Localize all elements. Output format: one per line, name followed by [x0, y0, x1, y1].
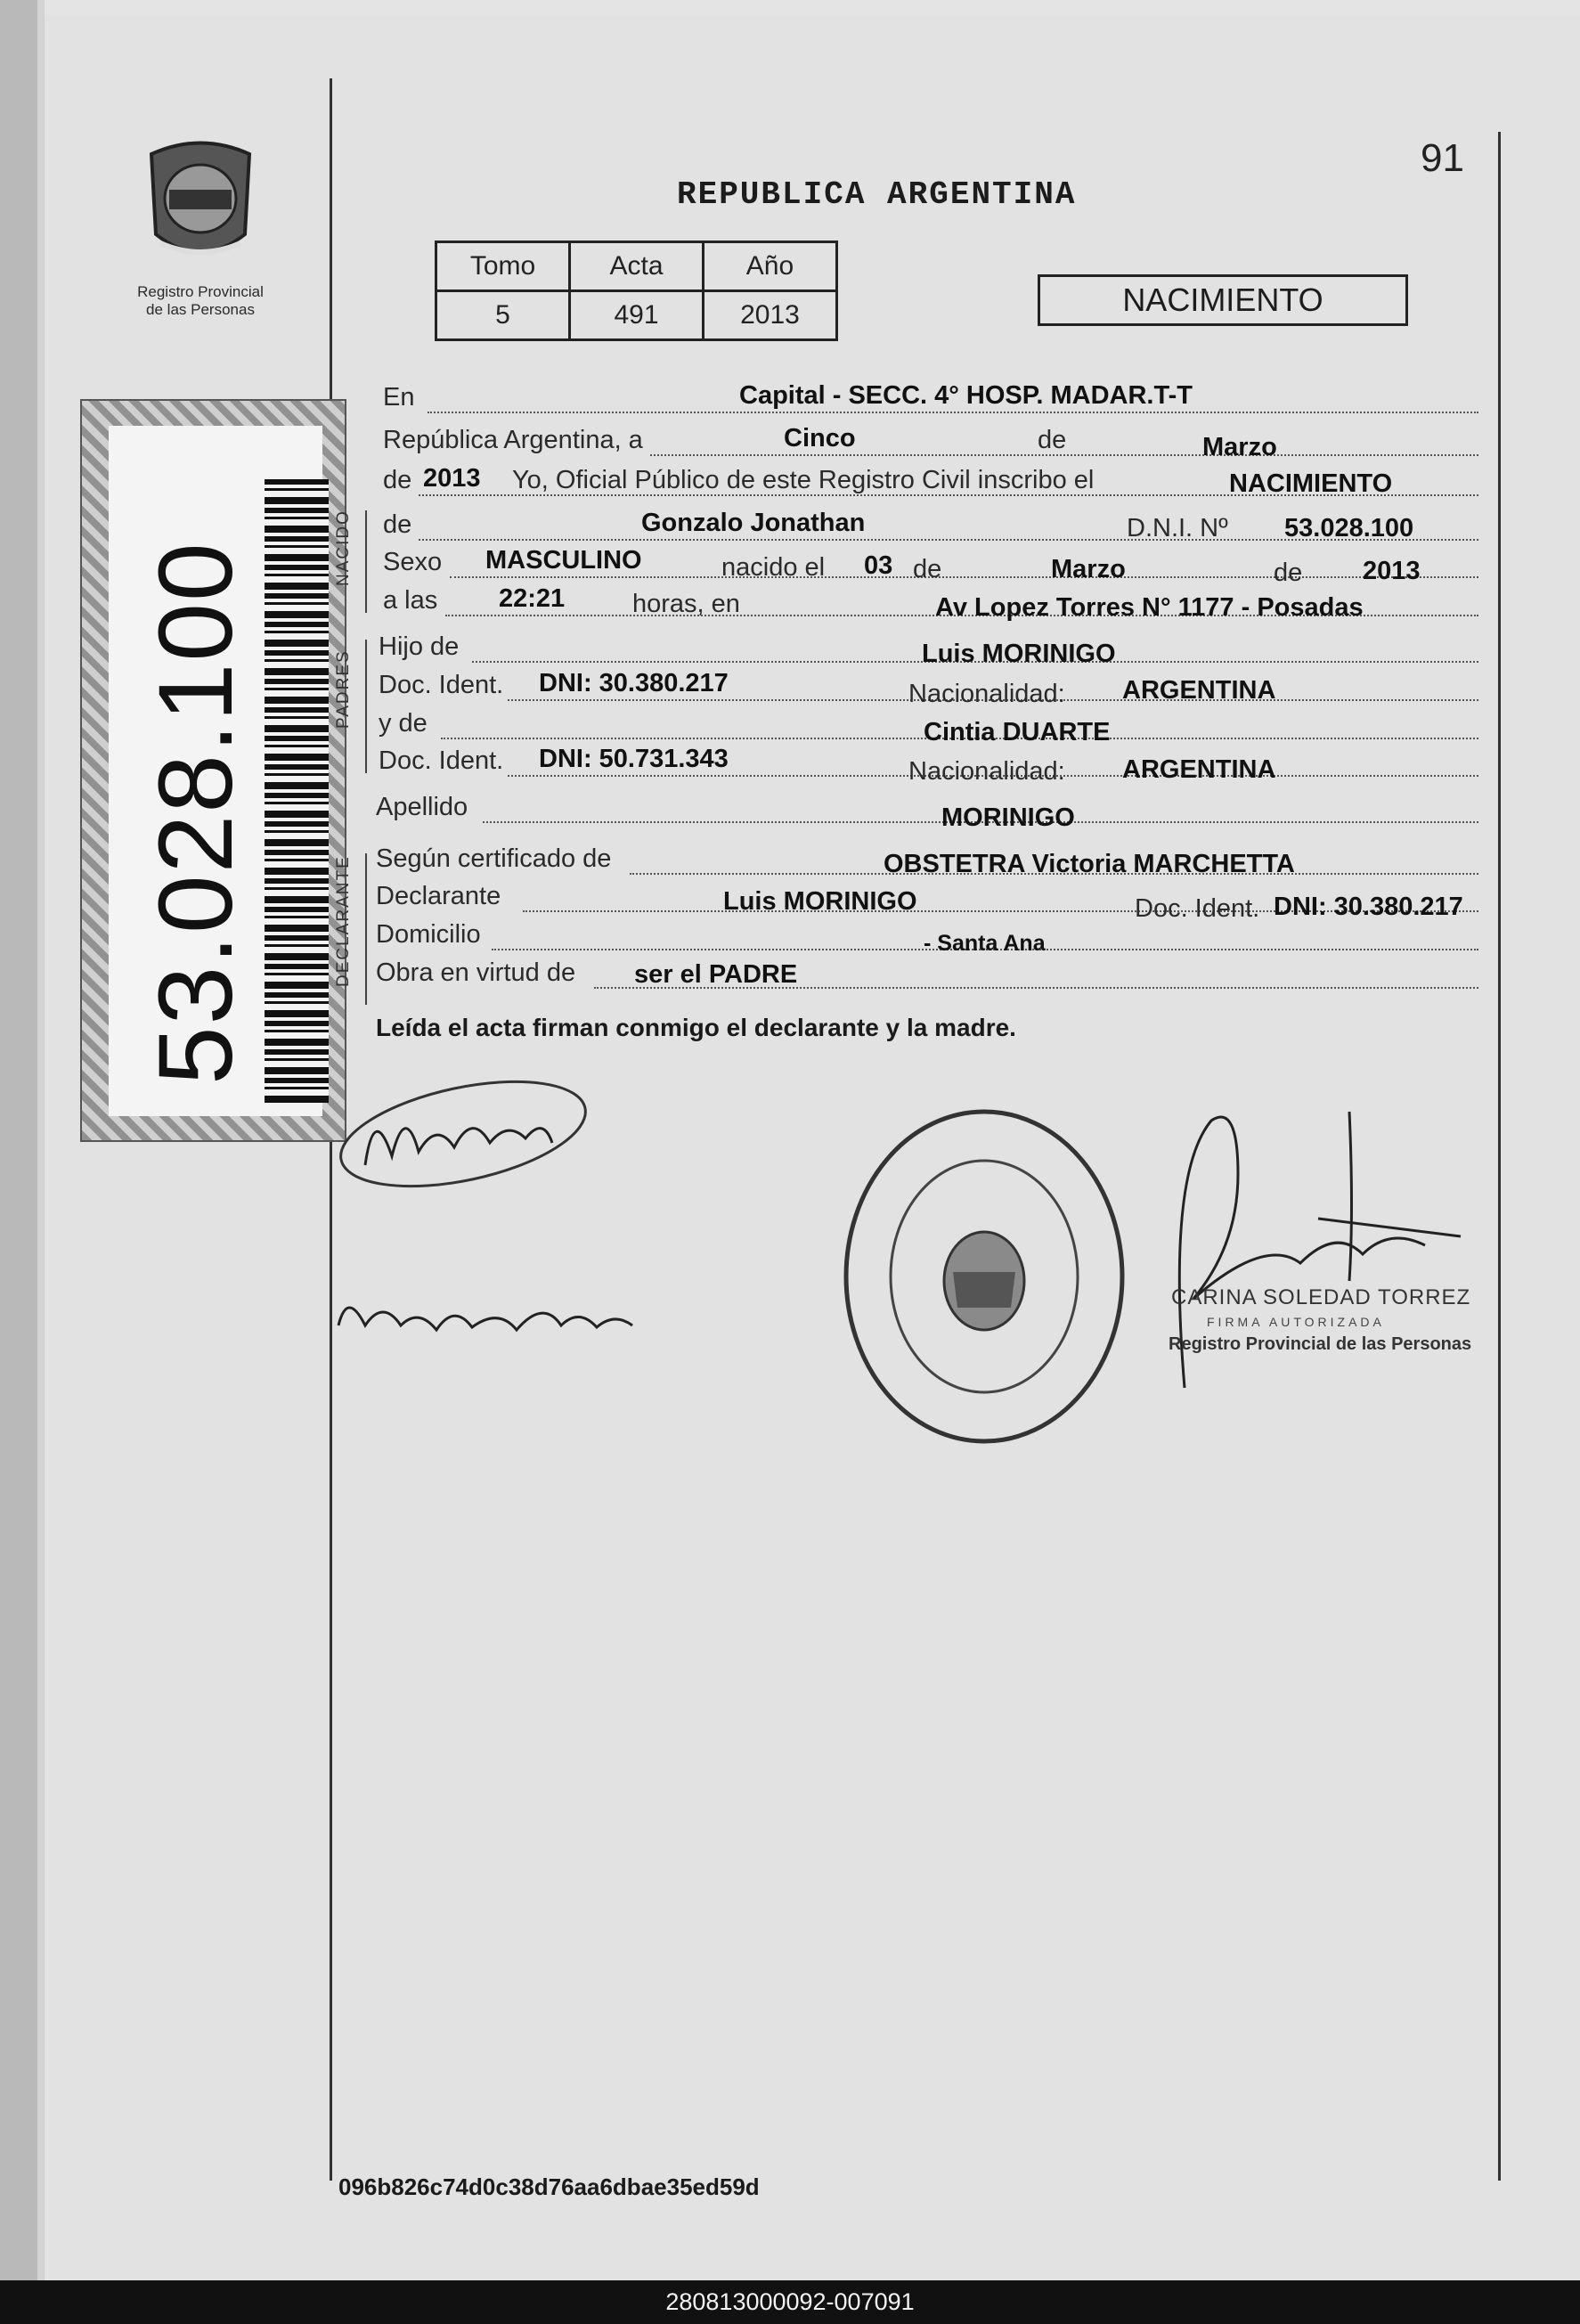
value-father: Luis MORINIGO: [922, 640, 1116, 668]
field-declarante: [376, 882, 1478, 921]
label-obra-en-virtud: Obra en virtud de: [376, 958, 576, 987]
field-doc-padre: [379, 671, 1478, 710]
value-declarant-dni: DNI: 30.380.217: [1274, 893, 1463, 921]
side-bracket-declarante: [365, 853, 367, 1005]
value-birth-month: Marzo: [1051, 555, 1126, 583]
side-label-padres: PADRES: [334, 649, 353, 729]
label-de: de: [1274, 559, 1303, 587]
label-doc-ident: Doc. Ident.: [379, 746, 504, 775]
field-certificado: [376, 844, 1478, 884]
label-de: de: [913, 555, 942, 583]
value-time: 22:21: [499, 584, 566, 613]
label-dni: D.N.I. Nº: [1127, 514, 1228, 542]
label-nacionalidad: Nacionalidad:: [908, 757, 1065, 786]
closing-statement: Leída el acta firman conmigo el declarante y la madre.: [376, 1014, 1016, 1041]
page-title: REPUBLICA ARGENTINA: [677, 176, 1077, 213]
barcode-icon: [265, 479, 329, 1103]
value-father-dni: DNI: 30.380.217: [539, 669, 729, 697]
value-relationship: ser el PADRE: [634, 960, 798, 989]
value-surname: MORINIGO: [941, 803, 1075, 832]
label-doc-ident: Doc. Ident.: [379, 671, 504, 699]
label-de: de: [383, 466, 412, 494]
side-bracket-nacido: [365, 510, 367, 613]
value-address: - Santa Ana: [924, 931, 1046, 956]
value-given-names: Gonzalo Jonathan: [641, 509, 866, 537]
field-obra: [376, 958, 1478, 998]
page-number: 91: [1421, 136, 1464, 180]
label-de: de: [383, 510, 412, 539]
declarant-signature: [321, 1067, 677, 1219]
table-cell: 5: [436, 291, 570, 340]
seal-stamp-icon: [837, 1103, 1131, 1450]
label-declarante: Declarante: [376, 882, 501, 910]
field-y-de: [379, 709, 1478, 748]
side-label-declarante: DECLARANTE: [334, 855, 353, 987]
side-label-nacido: NACIDO: [334, 510, 353, 586]
record-table: [435, 241, 838, 341]
document-hash: 096b826c74d0c38d76aa6dbae35ed59d: [338, 2173, 760, 2200]
value-record-type: NACIMIENTO: [1229, 469, 1393, 498]
value-sex: MASCULINO: [485, 546, 642, 575]
value-month: Marzo: [1202, 433, 1277, 461]
certificate-page: [45, 16, 1580, 2280]
table-header-cell: Tomo: [436, 242, 570, 291]
value-birth-place: Av Lopez Torres N° 1177 - Posadas: [935, 593, 1364, 622]
value-father-nationality: ARGENTINA: [1122, 676, 1276, 705]
value-dni: 53.028.100: [1284, 514, 1414, 542]
value-mother: Cintia DUARTE: [924, 718, 1111, 746]
registry-name-line1: Registro Provincial: [137, 283, 264, 300]
registry-name-line2: de las Personas: [146, 301, 255, 318]
label-en: En: [383, 383, 415, 412]
field-hora: [383, 586, 1478, 625]
officer-org: Registro Provincial de las Personas: [1169, 1334, 1472, 1354]
record-type-box: NACIMIENTO: [1038, 274, 1408, 326]
value-birth-day: 03: [864, 551, 893, 580]
officer-signature: [1158, 1103, 1478, 1406]
record-table-header: [436, 242, 837, 291]
official-seal: [837, 1103, 1131, 1450]
label-nacido: nacido el: [721, 553, 826, 582]
left-page-edge: [0, 0, 40, 2280]
label-apellido: Apellido: [376, 793, 468, 821]
registry-name: [116, 283, 285, 319]
shield-emblem-icon: [143, 136, 258, 270]
field-sexo: [383, 548, 1478, 587]
label-domicilio: Domicilio: [376, 920, 481, 949]
label-y-de: y de: [379, 709, 428, 738]
value-declarant: Luis MORINIGO: [723, 887, 917, 916]
field-republica: [383, 426, 1478, 465]
book-spine: [37, 0, 45, 2280]
right-margin-line: [1498, 132, 1501, 2181]
id-sticker: [80, 399, 346, 1142]
registry-emblem: [143, 136, 258, 270]
mother-signature: [330, 1281, 668, 1352]
field-de-year: [383, 466, 1478, 505]
table-cell: 491: [570, 291, 704, 340]
side-bracket-padres: [365, 640, 367, 773]
record-table-row: [436, 291, 837, 340]
label-nacionalidad: Nacionalidad:: [908, 680, 1065, 708]
label-segun-certificado: Según certificado de: [376, 844, 612, 873]
value-mother-nationality: ARGENTINA: [1122, 755, 1276, 784]
field-nombre: [383, 510, 1478, 550]
value-year: 2013: [423, 464, 481, 493]
sticker-number: 53.028.100: [137, 541, 255, 1085]
sticker-label: [109, 426, 322, 1116]
field-domicilio: [376, 920, 1478, 959]
label-inscribo: Yo, Oficial Público de este Registro Civil inscribo el: [512, 466, 1095, 494]
value-place: Capital - SECC. 4° HOSP. MADAR.T-T: [739, 381, 1193, 410]
value-certifier: OBSTETRA Victoria MARCHETTA: [884, 850, 1295, 878]
field-apellido: [376, 793, 1478, 832]
value-day: Cinco: [784, 424, 856, 453]
table-header-cell: Acta: [570, 242, 704, 291]
officer-name: CARINA SOLEDAD TORREZ: [1171, 1285, 1471, 1309]
label-hijo-de: Hijo de: [379, 632, 460, 661]
table-cell: 2013: [704, 291, 837, 340]
label-de: de: [1038, 426, 1067, 454]
table-header-cell: Año: [704, 242, 837, 291]
label-a-las: a las: [383, 586, 438, 615]
field-doc-madre: [379, 746, 1478, 786]
value-mother-dni: DNI: 50.731.343: [539, 745, 729, 773]
label-sexo: Sexo: [383, 548, 443, 576]
label-horas-en: horas, en: [632, 590, 740, 618]
footer-code: 280813000092-007091: [0, 2280, 1580, 2324]
officer-role: FIRMA AUTORIZADA: [1207, 1315, 1385, 1329]
label-doc-ident: Doc. Ident.: [1135, 894, 1260, 923]
label-republica: República Argentina, a: [383, 426, 643, 454]
field-hijo-de: [379, 632, 1478, 672]
field-en: [383, 383, 1478, 422]
value-birth-year: 2013: [1363, 557, 1421, 585]
